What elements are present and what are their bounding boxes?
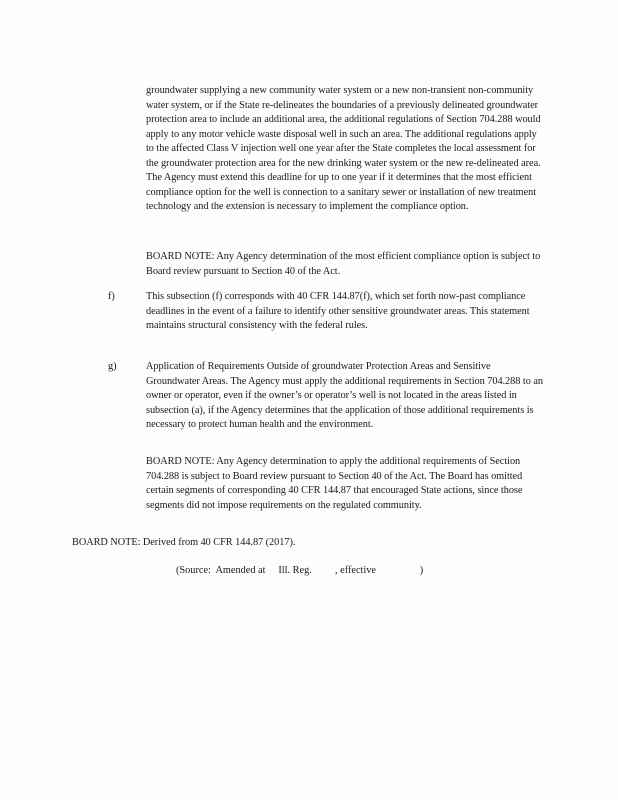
subsection-f-label: f) <box>108 291 115 302</box>
source-line: (Source: Amended at Ill. Reg. , effective ) <box>176 565 424 576</box>
intro-paragraph: groundwater supplying a new community water system or a new non-transient non-community water system, or if the State re-delineates the boundaries of a previously delineated groundwater protection area to include an additional area, the additional regulations of Section 704.288 would apply to any motor vehicle waste disposal well in such an area. The additional regulations apply to the affected Class V injection well one year after the State completes the local assessment for the groundwater protection area for the new drinking water system or the new re-delineated area. The Agency must extend this deadline for up to one year if it determines that the most efficient compliance option for the well is connection to a sanitary sewer or installation of new treatment technology and the extension is necessary to implement the compliance option. <box>146 85 541 212</box>
board-note-compliance-option: BOARD NOTE: Any Agency determination of the most efficient compliance option is subject to Board review pursuant to Section 40 of the Act. <box>146 251 541 277</box>
subsection-f-text: This subsection (f) corresponds with 40 CFR 144.87(f), which set forth now-past compliance deadlines in the event of a failure to identify other sensitive groundwater areas. This statement maintains structural consistency with the federal rules. <box>146 291 530 331</box>
board-note-additional-requirements: BOARD NOTE: Any Agency determination to apply the additional requirements of Section 704.288 is subject to Board review pursuant to Section 40 of the Act. The Board has omitted certain segments of corresponding 40 CFR 144.87 that encouraged State actions, since those segments did not impose requirements on the regulated community. <box>146 456 523 511</box>
subsection-g-label: g) <box>108 361 117 372</box>
subsection-g-text: Application of Requirements Outside of groundwater Protection Areas and Sensitive Groundwater Areas. The Agency must apply the additional requirements in Section 704.288 to an owner or operator, even if the owner’s or operator’s well is not located in the areas listed in subsection (a), if the Agency determines that the application of those additional requirements is necessary to protect human health and the environment. <box>146 361 543 430</box>
board-note-derived: BOARD NOTE: Derived from 40 CFR 144.87 (2017). <box>72 537 296 548</box>
